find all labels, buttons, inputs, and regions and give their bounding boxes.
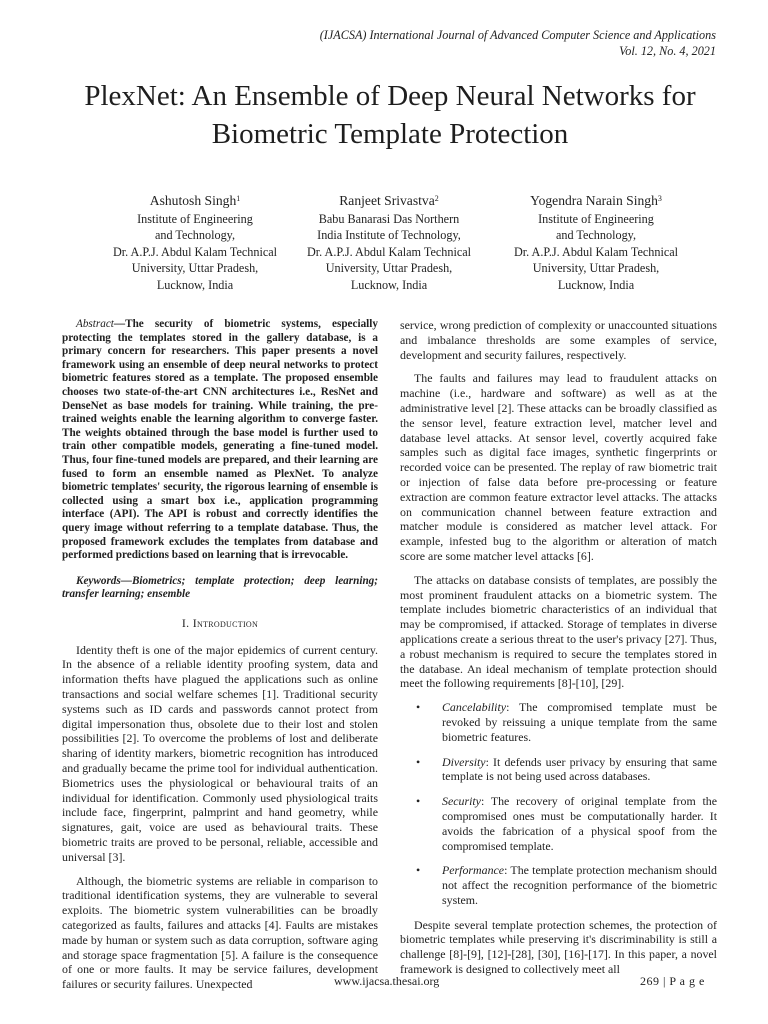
affil-line: Dr. A.P.J. Abdul Kalam Technical [513, 244, 679, 259]
author-block-1 [90, 191, 300, 293]
section-heading: I. Introduction [181, 615, 259, 630]
affil-line: Lucknow, India [156, 277, 234, 292]
author-block-3 [491, 191, 701, 293]
paper-title [40, 77, 740, 153]
keywords: Keywords—Biometrics; template protection; deep learning; transfer learning; ensemble [62, 574, 378, 601]
list-term: Security [442, 794, 481, 809]
journal-volume: Vol. 12, No. 4, 2021 [619, 44, 716, 58]
body-paragraph: Despite several template protection schemes, the protection of biometric templates while preserving it's discriminability is still a challenge [8]-[9], [12]-[28], [30], [16]-[17]. In this paper, a novel framework is designed to collectively meet all [400, 917, 717, 977]
author-name: Ranjeet Srivastva [339, 193, 435, 208]
footer-page: 269 | P a g e [640, 974, 705, 988]
right-column [400, 318, 717, 986]
title-line-1: PlexNet: An Ensemble of Deep Neural Networks for [84, 80, 696, 112]
list-item [400, 794, 717, 853]
affil-line: University, Uttar Pradesh, [131, 261, 259, 276]
list-term: Diversity [442, 754, 486, 769]
list-item [400, 755, 717, 785]
body-paragraph: The attacks on database consists of templates, are possibly the most prominent fraudulent attacks on a biometric system. The template includes biometric characteristics of an individual that may be compromised, if attacked. Storage of templates in diverse applications create a serious threat to the user's privacy [27]. Thus, a robust mechanism is required to secure the templates stored in the database. An ideal mechanism of template protection should meet the following requirements [8]-[10], [29]. [400, 572, 717, 691]
left-column [62, 318, 378, 1001]
list-text: : The recovery of original template from the compromised ones must be computationally harder. It avoids the fabrication of a physical spoof from the compromised template. [442, 794, 717, 853]
affil-line: India Institute of Technology, [317, 228, 461, 243]
bullet-icon: • [416, 754, 421, 769]
list-item [400, 863, 717, 907]
affil-line: Lucknow, India [350, 277, 428, 292]
affil-line: Dr. A.P.J. Abdul Kalam Technical [306, 244, 472, 259]
body-paragraph: The faults and failures may lead to fraudulent attacks on machine (i.e., hardware and software) as well as at the administrative level [2]. These attacks can be broadly classified as the sensor level, feature extraction level, matcher level and database level attacks. At sensor level, covertly acquired fake samples such as digital face images, synthetic fingerprints or recorded voice can be presented. The replay of raw biometric trait or injection of false data before pre-processing or feature extraction are common feature extractor level attacks. The attacks on communication channel between feature extraction and matcher module is considered as matcher level attack. For example, infested bug to the algorithm or alteration of match score are some matcher level attacks [6]. [400, 371, 717, 563]
author-block-2 [284, 191, 494, 293]
requirements-list [400, 700, 717, 908]
affil-line: Babu Banarasi Das Northern [318, 212, 460, 226]
list-item [400, 700, 717, 744]
footer-site: www.ijacsa.thesai.org [334, 974, 440, 988]
abstract-text: —The security of biometric systems, especially protecting the templates stored in the gallery database, is a primary concern for researchers. This paper presents a novel framework using an ensemble of deep neural networks to protect biometric features stored as a template. The proposed ensemble chooses two state-of-the-art CNN architectures i.e., ResNet and DenseNet as base models for training. While training, the pre-trained weights enable the learning algorithm to converge faster. The weights obtained through the base model is further used to train other compatible models, generating a fine-tuned model. Thus, four fine-tuned models are prepared, and their learning are fused to form an ensemble named as PlexNet. To analyze biometric templates' security, the rigorous learning of ensemble is collected using a smart box i.e., application programming interface (API). The API is robust and correctly identifies the query image without referring to a template database. Thus, the proposed framework excludes the templates from database and performed predictions based on learning that is irrevocable. [62, 318, 378, 562]
bullet-icon: • [416, 700, 421, 715]
affil-line: and Technology, [555, 228, 637, 243]
affil-line: and Technology, [154, 228, 236, 243]
journal-header [320, 27, 716, 59]
body-paragraph: service, wrong prediction of complexity or unaccounted situations and imbalance thresholds are some examples of service, development and security failures, respectively. [400, 318, 717, 362]
author-sup: 1 [236, 194, 241, 203]
bullet-icon: • [416, 794, 421, 809]
affil-line: Institute of Engineering [137, 212, 253, 226]
abstract [62, 318, 378, 563]
author-sup: 3 [657, 194, 662, 203]
body-paragraph: Identity theft is one of the major epidemics of current century. In the absence of a reliable identity proofing system, data and information thefts have plagued the applications such as online transactions and social welfare schemes [1]. Traditional security systems such as ID cards and passwords cannot protect from digital impersonation thus, obsolete due to their lost and stolen possibilities [2]. To overcome the problems of lost and deliberate sharing of identity markers, biometric recognition has introduced and gradually became the prime tool for individual authentication. Biometrics uses the physiological or behavioural traits of an individual for identification. Commonly used physiological traits include face, fingerprint, palmprint and hand geometry, while signatures, gait, voice are used as behavioural traits. These biometric traits are proved to be personal, reliable, accessible and universal [3]. [62, 642, 378, 864]
body-paragraph: Although, the biometric systems are reliable in comparison to traditional identification systems, they are vulnerable to several exploits. The biometric system vulnerabilities can be broadly categorized as faults, failures and attacks [4]. Faults are mistakes made by human or system such as data corruption, software aging and storage space fragmentation [5]. A failure is the consequence of one or more faults. It may be service failures, development failures or security failures. Unexpected [62, 873, 378, 992]
bullet-icon: • [416, 863, 421, 878]
author-name: Ashutosh Singh [149, 193, 237, 208]
affil-line: Institute of Engineering [538, 212, 654, 226]
journal-name: (IJACSA) International Journal of Advanced Computer Science and Applications [319, 28, 716, 42]
affil-line: Lucknow, India [557, 277, 635, 292]
list-term: Performance [442, 863, 505, 878]
affil-line: University, Uttar Pradesh, [532, 261, 660, 276]
title-line-2: Biometric Template Protection [211, 118, 569, 150]
list-text: : The compromised template must be revoked by reissuing a unique template from the same biometric features. [442, 700, 717, 744]
author-name: Yogendra Narain Singh [530, 193, 658, 208]
abstract-label: Abstract [76, 318, 114, 330]
author-sup: 2 [434, 194, 439, 203]
list-term: Cancelability [442, 700, 507, 715]
affil-line: Dr. A.P.J. Abdul Kalam Technical [112, 244, 278, 259]
affil-line: University, Uttar Pradesh, [325, 261, 453, 276]
list-text: : It defends user privacy by ensuring that same template is not being used across databases. [442, 754, 717, 784]
list-text: : The template protection mechanism should not affect the recognition performance of the biometric system. [442, 863, 717, 907]
